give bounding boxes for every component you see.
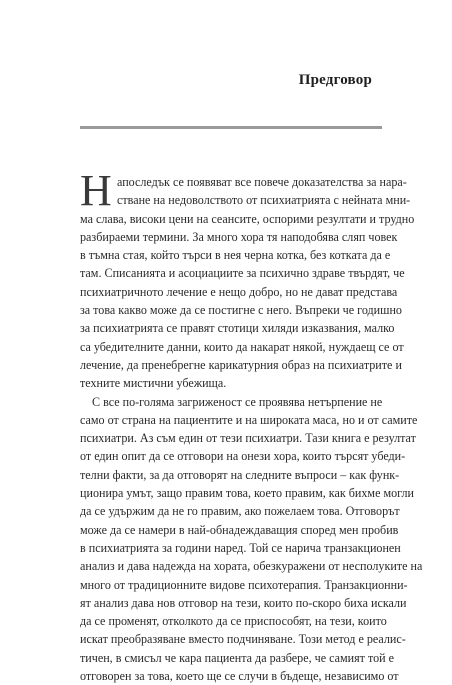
text-line: отговорен за това, което ще се случи в бъдеще, независимо от bbox=[80, 669, 399, 684]
text-line: телни факти, за да отговорят на следните въпроси – как функ- bbox=[80, 467, 400, 482]
text-line: може да се намери в най-обнадеждаващия според мен пробив bbox=[80, 522, 399, 537]
text-line: в тъмна стая, който търси в нея черна котка, без котката да е bbox=[80, 248, 391, 263]
text-line: ционира умът, защо правим това, което правим, как бихме могли bbox=[80, 486, 415, 501]
text-line: са убедителните данни, които да накарат някой, нуждаещ се от bbox=[80, 339, 404, 354]
title-rule bbox=[80, 126, 382, 129]
text-line: да се променят, отколкото да се приспособят, на тези, които bbox=[80, 614, 387, 629]
text-line: анализ и дава надежда на хората, обезкуражени от несполуките на bbox=[80, 559, 423, 574]
text-line: за това какво може да се постигне с него. Въпреки че годишно bbox=[80, 303, 402, 318]
text-line: в психиатрията за години наред. Той се нарича транзакционен bbox=[80, 540, 401, 555]
text-line: апоследък се появяват все повече доказателства за нара- bbox=[117, 175, 407, 189]
body-text bbox=[80, 166, 423, 685]
text-line: от един опит да се отговори на онези хора, които търсят убеди- bbox=[80, 449, 406, 464]
text-line: за психиатрията се правят стотици хиляди изказвания, малко bbox=[80, 321, 395, 336]
text-line: там. Списанията и асоциациите за психично здраве твърдят, че bbox=[80, 266, 405, 281]
text-line: психиатричното лечение е нещо добро, но не дават представа bbox=[80, 284, 398, 299]
text-line: разбираеми термини. За много хора тя наподобява сляп човек bbox=[80, 229, 398, 244]
text-line: лечение, да пренебрегне карикатурния образ на психиатрите и bbox=[80, 357, 402, 372]
text-line: да се удържим да не го правим, ако пожелаем това. Отговорът bbox=[80, 504, 400, 519]
drop-cap: Н bbox=[80, 166, 112, 215]
text-line: много от традиционните видове психотерапия. Транзакционни- bbox=[80, 577, 408, 592]
text-line: стване на недоволството от психиатрията с нейната мни- bbox=[117, 193, 411, 208]
paragraph-1 bbox=[80, 166, 415, 393]
text-line: техните мистични убежища. bbox=[80, 376, 227, 391]
chapter-title: Предговор bbox=[298, 72, 372, 88]
text-line: искат преобразяване вместо подчиняване. Този метод е реалис- bbox=[80, 632, 406, 647]
text-line: само от страна на пациентите и на широката маса, но и от самите bbox=[80, 412, 418, 427]
text-line: тичен, в смисъл че кара пациента да разбере, че самият той е bbox=[80, 650, 395, 665]
text-line: ма слава, високи цени на сеансите, оспорими резултати и трудно bbox=[80, 211, 415, 226]
text-line: психиатри. Аз съм един от тези психиатри. Тази книга е резултат bbox=[80, 431, 416, 446]
paragraph-2 bbox=[80, 393, 423, 685]
text-line: ят анализ дава нов отговор на тези, които по-скоро биха искали bbox=[80, 595, 407, 610]
text-line: С все по-голяма загриженост се проявява нетърпение не bbox=[92, 394, 383, 409]
